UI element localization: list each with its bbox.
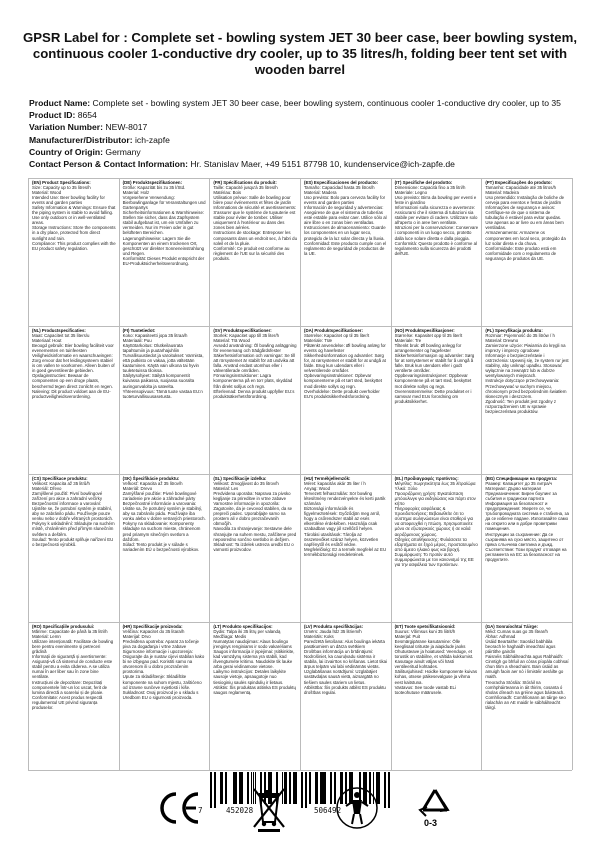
spec-line: Tervezett felhasználás: Sör bowling létesítmény rendezvényekre és kerti partik számára [304,491,386,507]
spec-line: Conformidad: Este producto cumple con el reglamento de seguridad de productos de la UE. [304,240,387,256]
spec-cell [391,178,482,318]
barcode-left-digits: 452028 [226,806,254,815]
grid-divider [28,622,572,623]
spec-cell [119,622,210,762]
spec-line: Pokyny k uskladnění: Skladujte na suchém místě, chráněném před přímým slunečním světlem a deštěm. [32,521,115,537]
spec-heading: (RO) Specificațiile produsului: [32,624,95,629]
grid-divider [572,178,573,770]
spec-line: Ohutusteave ja hoiatused: Veenduge, et torustik on stabiilne, et vältida kukkumist. Kasutage ainult väljas või hästi ventileeritud kohtades. [394,649,474,670]
spec-heading: (EL) Προδιαγραφές προϊόντος: [394,476,459,481]
spec-cell [391,326,482,466]
spec-line: Informații de siguranță și avertismente: Asigurați-vă că sistemul de conducte este stabil pentru a evita căderea. A se utiliza numai în aer liber sau în zone bine ventilate. [32,654,113,680]
spec-line: Säilytysohjeet: Säilytä komponentit kuivassa paikassa, suojassa suoralta auringonvalolta ja sateelta. [122,373,195,389]
spec-line: Materiale: Tre [394,338,422,344]
spec-line: Material: Trä Wood [213,338,250,344]
spec-line: Instructions de stockage: Entreposer les composants dans un endroit sec, à l'abri du soleil et de la pluie. [213,230,297,246]
spec-heading: (EN) Product Specifications: [32,180,91,185]
spec-heading: (DA) Produktspecifikationer: [304,328,363,333]
spec-cell [28,326,119,466]
info-row [29,109,589,121]
spec-line: Información de seguridad y advertencias: Asegúrese de que el sistema de tuberías esté estable para evitar caer. Utilice sólo al aire libre o en zonas bien ventiladas. [304,205,387,226]
spec-line: Säilitusjuhised: Hoidke komponente kuivas kohas, otsese päikesevalguse ja vihma eest kaitstuna. [394,669,477,685]
spec-line: Sukladnost: Ovaj proizvod je u skladu s Uredbom EU o sigurnosti proizvoda. [122,689,199,700]
spec-line: Informacje o bezpieczeństwie i ostrzeżenia: Upewnij się, że system rur jest stabilny, aby uniknąć upadku. Stosować wyłącznie na zewnątrz lub w dobrze wentylowanych miejscach. [485,353,569,379]
spec-heading: (LV) Produkta specifikācijas: [304,624,364,629]
spec-line: Turvallisuustiedot ja varoitukset: Varmista, että putkisto on vakaa, jotta vältetään kaatuminen. Käytä vain ulkona tai hyvin tuuletetuissa tiloissa. [122,353,204,374]
spec-line: Veľkosť: Kapacita až 35 litrov/h [122,481,183,487]
spec-line: Материал: Дърво материал [485,486,542,492]
spec-line: Material: Madera [304,190,337,196]
info-label: Product ID: [29,110,78,121]
spec-line: Materiál: Drevo [122,486,153,492]
spec-line: Méret: kapacitás akár 35 liter / h [304,481,366,487]
spec-line: Medžiaga: Medis [213,634,247,640]
spec-heading: (SV) Produktspecifikationer: [213,328,272,333]
spec-line: Drošības informācija un brīdinājumi: Nodrošiniet, ka cauruļvadu sistēma ir stabila, lai izvairītos no krišanas. Lietot tikai ārpus telpām vai labi vēdināmās vietās. [304,649,388,670]
spec-line: Ábhar: Adhmad [485,634,516,640]
info-label: Manufacturer/Distributor: [29,134,135,145]
spec-line: Opslaginstructies: Bewaar de componenten op een droge plaats, beschermd tegen direct zonlicht en regen. [32,373,113,389]
spec-line: Uso pretendido: Instalação de boliche de cerveja para eventos e festas de jardim [485,195,565,206]
spec-line: Sigurnosne informacije i upozorenja: Osigurajte da je sustav cijevi stabilan kako bi se izbjegao pad. Koristiti samo na otvorenom ili u dobro prozračenim prostorima. [122,649,205,675]
spec-line: Uzglabāšanas norādījumi: Uzglabājiet sastāvdaļas sausā vietā, aizsargātā no tiešiem saules stariem un lietus. [304,669,379,685]
spec-line: Predvidena uporaba: Naprava za pivsko kegljanje za prireditve in vrtne zabave [213,491,291,502]
spec-line: Avsedd användning: Öl bowling anläggning för evenemang och trädgårdsfester [213,343,297,354]
spec-line: Konformität: Dieses Produkt entspricht der EU-Produktsicherheitsverordnung. [122,255,205,266]
spec-cell [209,622,300,762]
barcode-right-digits: 506492 [314,806,342,815]
info-label: Contact Person & Contact Information: [29,159,191,170]
spec-line: Størrelse: Kapacitet op til 35 liter/t [304,333,370,339]
mobius-loop-icon [410,780,460,836]
spec-line: Zgodność: Ten produkt jest zgodny z rozporządzeniem UE w sprawie bezpieczeństwa produktów. [485,398,556,414]
spec-cell [209,326,300,466]
svg-text:0-3: 0-3 [424,818,438,828]
spec-cell [481,178,572,318]
spec-line: Bezpečnostné informácie a varovania: Uistite sa, že potrubný systém je stabilný, aby sa zabránilo pádu. Používajte iba vonku alebo v dobre vetraných priestoroch. [122,501,206,522]
spec-line: Predviđena upotreba: Aparat za točenje piva za događanja i vrtne zabave [122,639,199,650]
spec-line: Vorgesehene Verwendung: Bierbowlinganlage für Veranstaltungen und Gartenpartys [122,195,206,211]
spec-line: Naleving: Dit product voldoet aan de EU-productveiligheidsverordening. [32,388,111,399]
spec-line: Zamierzone użycie: Piwiarnia do kręgli na imprezy i imprezy ogrodowe [485,343,566,354]
spec-cell [28,622,119,762]
spec-line: Yhteensopivuus: Tämä tuote vastaa EU:n tuoteturvallisuusasetusta. [122,388,203,399]
spec-line: Conformidade: Este produto está em conformidade com o regulamento de segurança de produtos da UE. [485,245,557,261]
spec-line: Mărime: Capacitate de până la 35 litri/h [32,629,108,635]
spec-line: Material: Lemn [32,634,61,640]
spec-cell [391,474,482,614]
info-label: Country of Origin: [29,146,106,157]
spec-line: Tamanho: Capacidade até 35 litros/h [485,185,557,191]
spec-heading: (SL) Specifikacije izdelka: [213,476,267,481]
info-row [29,121,589,133]
info-value: 8654 [77,110,97,121]
spec-line: Velikost: Kapacita až 35 litrů/h [32,481,90,487]
spec-cell [119,178,210,318]
spec-line: Materjal: Puit [394,634,421,640]
spec-line: Tamaño: Capacidad hasta 35 litros/h [304,185,375,191]
spec-line: Lagerungshinweise: Lagern Sie die Komponenten an einem trockenen Ort, geschützt vor direkter Sonneneinstrahlung und Regen. [122,235,205,256]
spec-line: Materiał: Drewno [485,338,519,344]
spec-line: Conformità: Questo prodotto è conforme al regolamento sulla sicurezza dei prodotti dell'UE. [394,240,477,256]
spec-line: Navodila za shranjevanje: Sestavne dele shranjujte na suhem mestu, zaščitene pred neposredno sončno svetlobo in dežjem. [213,526,297,542]
spec-cell [391,622,482,762]
spec-line: Opbevaringsinstruktioner: Opbevar komponenterne på et tørt sted, beskyttet mod direkte sollys og regn. [304,373,382,389]
spec-line: Storlek: Kapacitet upp till 35 liter/h [213,333,280,339]
spec-line: Materijal: Drvo [122,634,151,640]
spec-line: Saugos informacija ir įspėjimai: Įsitikinkite, kad vamzdynų sistema yra stabili, kad išvengtumėte kritimo. Naudokite tik lauke arba gerai vėdinamose vietose. [213,649,295,670]
spec-heading: (CS) Specifikace produktu: [32,476,88,481]
spec-line: Upute za skladištenje: Skladištite komponente na suhom mjestu, zaštićeno od izravne sunčeve svjetlosti i kiše. [122,674,202,690]
info-value: Hr. Stanislav Maer, +49 5151 87798 10, kundenservice@ich-zapfe.de [190,159,455,170]
spec-line: Größe: Kapazität bis zu 35 l/Std. [122,185,186,191]
spec-line: Veiligheidsinformatie en waarschuwingen: Zorg ervoor dat het leidingsysteem stabiel is om vallen te voorkomen. Alleen buiten of in goed geventileerde gebieden. [32,353,115,374]
spec-line: Rozmiar: Pojemność do 35 litrów / h [485,333,555,339]
spec-line: Materiaal: Hout [32,338,62,344]
spec-line: Размер: Капацитет до 35 литра/ч [485,481,553,487]
spec-line: Sikkerhetsinformasjon og advarsler: Sørg for at rørsystemet er stabilt for å unngå å falle. Bruk kun utendørs eller i godt ventilerte områder. [394,353,475,374]
spec-line: Προοριζόμενη χρήση: Εγκατάσταση μπόουλινγκ για εκδηλώσεις και πάρτι στον κήπο [394,491,476,507]
spec-line: Varnostne informacije in opozorila: Zagotovite, da je cevovod stabilen, da se prepreči padec. Uporabljajte samo na prostem ali v dobro prezračevanih območjih. [213,501,293,527]
spec-line: Treoracha Stórála: Stóráil na comhpháirteanna in áit thirim, cosanta ó sholas díreach na gréine agus báisteach. [485,679,565,695]
spec-line: Súlad: Tento produkt je v súlade s nariadením EÚ o bezpečnosti výrobkov. [122,541,200,552]
spec-line: Úsáid Beartaithe: Saoráid babhlála beorach le haghaidh imeachtaí agus páirtithe gairdín [485,639,556,655]
spec-line: Utilisation prévue: Salle de bowling pour bière pour événements et fêtes de jardin [213,195,292,206]
spec-line: Käyttötarkoitus: Olutkeilausrata tapahtumiin ja puutarhajuhliin [122,343,183,354]
spec-cell [481,474,572,614]
grid-divider [28,326,572,327]
spec-line: Maat: Capaciteit tot 35 liters/u [32,333,90,339]
spec-line: Съответствие: Този продукт отговаря на регламента на ЕС за безопасност на продуктите. [485,546,567,562]
grid-divider [28,474,572,475]
spec-line: Soulad: Tento produkt splňuje nařízení EU o bezpečnosti výrobků. [32,536,114,547]
spec-line: Zamýšľané použitie: Pivné bowlingové zariadenie pre akcie a záhradné párty [122,491,197,502]
info-row [29,97,589,109]
info-value: Germany [105,146,141,157]
spec-line: Numatytas naudojimas: Alaus boulingo įrenginys renginiams ir sodo vakarėliams [213,639,292,650]
spec-line: Instrucciones de almacenamiento: Guarde los componentes en un lugar seco, protegido de la luz solar directa y la lluvia. [304,225,386,241]
spec-line: Safety Information & Warnings: Ensure that the piping system is stable to avoid falling. Use only outdoors or in well-ventilated areas. [32,205,116,226]
spec-line: Förvaringsinstruktioner: Lagra komponenterna på en torr plats, skyddad från direkt solljus och regn. [213,373,293,389]
spec-heading: (SK) Špecifikácie produktu: [122,476,180,481]
spec-cell [300,326,391,466]
spec-line: Atitiktis: Šis produktas atitinka ES produktų saugos reglamentą. [213,684,296,695]
weee-bin-icon [244,780,294,836]
spec-heading: (HU) Termékjellemzők: [304,476,351,481]
spec-line: Efterlevnad: Denna produkt uppfyller EU:s produktsäkerhetsförordning. [213,388,295,399]
spec-line: Предназначение: Бирен боулинг за събития и градински партита [485,491,557,502]
spec-line: Materiaali: Puu [122,338,152,344]
spec-line: Materiál: Dřevo [32,486,62,492]
spec-line: Oppbevaringsinstruksjoner: Oppbevar komponentene på et tørt sted, beskyttet mot direkte sollys og regn. [394,373,472,389]
spec-line: Material: Les [213,486,239,492]
spec-line: Faisnéis Sábháilteachta agus Rabhaidh: Cinntigh go bhfuil an córas píopála cobhsaí chun titim a sheachaint. Bain úsáid as amuigh faoin aer nó i limistéir aeráilte go maith. [485,654,569,680]
spec-cell [119,326,210,466]
product-info [29,97,589,170]
spec-cell [300,474,391,614]
spec-line: Atbilstība: Šis produkts atbilst ES produktu drošības regulai. [304,684,386,695]
spec-line: Bezpečnostní informace a varování: Ujistěte se, že potrubní systém je stabilní, aby se zabránilo pádu. Používejte pouze venku nebo v dobře větraných prostorách. [32,501,114,522]
spec-grid [28,178,572,770]
spec-line: Skladnost: Ta izdelek ustreza uredbi EU o varnosti proizvodov. [213,541,294,552]
ce-mark-icon [154,780,204,836]
spec-heading: (GA) Sonraíochtaí Táirge: [485,624,538,629]
info-row [29,146,589,158]
grid-divider [28,178,572,179]
spec-line: Συμμόρφωση: Το προϊόν αυτό συμμορφώνεται με τον κανονισμό της ΕΕ για την ασφάλεια των προϊόντων. [394,551,474,567]
spec-cell [28,178,119,318]
spec-heading: (PL) Specyfikacja produktu: [485,328,543,333]
spec-line: Overensstemmelse: Dette produktet er i samsvar med EUs forordning om produktsikkerhet. [394,388,472,404]
spec-line: Uso previsto: Bolo para cerveza facility for events and garden parties [304,195,386,206]
spec-line: Material: Holz [122,190,150,196]
spec-line: Materiale: Træ [304,338,333,344]
spec-line: Säkerhetsinformation och varningar: Se till att rörsystemet är stabilt för att undvika att falla. Använd endast utomhus eller i välventilerade områden. [213,353,295,374]
spec-heading: (BG) Спецификации на продукта: [485,476,558,481]
spec-cell [28,474,119,614]
spec-cell [209,474,300,614]
spec-line: Anyag: Wood [304,486,330,492]
spec-heading: (PT) Especificações do produto: [485,180,552,185]
spec-cell [300,622,391,762]
spec-heading: (NL) Productspecificaties: [32,328,86,333]
spec-line: Comhlíonadh: Comhlíonann an táirge seo rialachán an AE maidir le sábháilteacht táirgí. [485,694,566,710]
spec-line: Izmērs: Jauda līdz 35 litriem/h [304,629,362,635]
spec-cell [300,178,391,318]
spec-line: Οδηγίες αποθήκευσης: Φυλάσσετε τα εξαρτήματα σε ξηρό μέρος, προστατευμένο από άμεσο ηλιακό φως και βροχή. [394,536,478,552]
spec-heading: (FR) Spécifications du produit: [213,180,277,185]
info-value: NEW-8017 [105,122,148,133]
spec-heading: (NO) Produktspesifikasjoner: [394,328,455,333]
spec-line: Biztonsági információk és figyelmeztetések: Győződjön meg arról, hogy a csőrendszer stabil az esés elkerülése érdekében. Használja csak szabadban vagy jól szellőző helyen. [304,506,381,532]
spec-cell [481,326,572,466]
spec-line: Matériau: Bois [213,190,242,196]
compliance-icons [0,768,600,848]
spec-line: Size: Capacity up to 35 litres/h [32,185,91,191]
spec-line: Instrukcje dotyczące przechowywania: Przechowywać w suchym miejscu, chronionym przed bezpośrednim światłem słonecznym i deszczem. [485,378,567,399]
spec-line: Conformité: Ce produit est conforme au règlement de l'UE sur la sécurité des produits. [213,245,290,261]
spec-heading: (LT) Produkto specifikacijos: [213,624,273,629]
page-title: GPSR Label for : Complete set - bowling system JET 30 beer case, beer bowling system, continuous cooler 1-conductive dry cooler, up to 35 litres/h, folding beer tent set with wooden barrel [22,30,578,77]
spec-line: Vastavus: See toode vastab ELi tooteohutuse määrusele. [394,684,456,695]
spec-line: Instrucțiuni de depozitare: Depozitați componentele într-un loc uscat, ferit de lumina directă a soarelui și de ploaie. [32,679,108,695]
spec-line: Paredzētā lietošana: Alus boulinga iekārta pasākumiem un dārza svētkiem [304,639,385,650]
spec-line: Dydis: Talpa iki 35 litrų per valandą [213,629,281,635]
spec-heading: (FI) Tuotetiedot: [122,328,156,333]
spec-line: Informations de sécurité et avertissements: S'assurer que le système de tuyauterie est stable pour éviter de tomber. Utiliser uniquement à l'extérieur ou dans des zones bien aérées. [213,205,297,231]
spec-line: Veličina: Kapacitet do 35 litara/h [122,629,185,635]
info-label: Variation Number: [29,122,106,133]
spec-line: Zamýšlené použití: Pivní bowlingové zařízení pro akce a zahradní večírky [32,491,103,502]
spec-line: Material: Madeira [485,190,519,196]
spec-cell [119,474,210,614]
spec-line: Tiltenkt bruk: Øl bowling anlegg for arrangementer og hagefester [394,343,462,354]
spec-cell [209,178,300,318]
spec-line: Istruzioni per la conservazione: Conservare i componenti in un luogo secco, protetto dalla luce solare diretta e dalla pioggia. [394,225,479,241]
spec-line: Materiāls: Koks [304,634,334,640]
spec-line: Velikost: Zmogljivost do 35 litrov/h [213,481,279,487]
spec-line: Informazioni sulla sicurezza e avvertenze: Assicurarsi che il sistema di tubazioni sia stabile per evitare di cadere. Utilizzare solo all'aperto o in aree ben ventilate. [394,205,478,226]
recycling-triman-icon [332,780,382,836]
spec-line: Инструкции за съхранение: Да се съхранява на сухо място, защитено от пряка слънчева светлина и дъжд. [485,531,564,547]
spec-line: Laikymo instrukcijos: Detales laikykite sausoje vietoje, apsaugotoje nuo tiesioginių saulės spindulių ir lietaus. [213,669,286,685]
spec-line: Beoogd gebruik: Bier bowling faciliteit voor evenementen en tuinfeesten [32,343,114,354]
spec-cell [481,622,572,762]
info-row [29,134,589,146]
info-value: Complete set - bowling system JET 30 beer case, beer bowling system, continuous cooler 1-conductive dry cooler, up to 35 [92,98,561,108]
spec-heading: (HR) Specifikacije proizvoda: [122,624,183,629]
spec-line: Dimensione: Capacità fino a 35 litri/h [394,185,466,191]
spec-line: Størrelse: Kapasitet opp til 35 liter/t [394,333,463,339]
barcode-lead-digit: 7 [198,806,203,815]
spec-line: Intended Use: Beer bowling facility for events and garden parties [32,195,105,206]
spec-line: Πληροφορίες ασφάλειας & προειδοποιήσεις: Βεβαιωθείτε ότι το σύστημα σωληνώσεων είναι σταθερό για να αποφευχθεί η πτώση. Χρησιμοποιείτε μόνο σε εξωτερικούς χώρους ή σε καλά αεριζόμενους χώρους. [394,506,473,537]
spec-line: Koko: Kapasiteetti jopa 35 litraa/h [122,333,188,339]
spec-line: Compliance: This product complies with the EU product safety regulation. [32,240,116,251]
spec-line: Conformitate: Acest produs respectă regulamentul UE privind siguranța produselor. [32,694,103,710]
spec-heading: (DE) Produktspezifikationen: [122,180,183,185]
spec-line: Påtænkt anvendelse: Øl bowling anlæg for events og havefester [304,343,386,354]
spec-line: Informações de segurança e avisos: Certifique-se de que o sistema de tubulação é estável para evitar quedas. Use apenas ao ar livre ou em áreas bem ventiladas. [485,205,564,231]
spec-line: Υλικό: Ξύλο [394,486,418,492]
spec-line: Информация за безопасност и предупреждения: Уверете се, че тръбопроводната система е стабилна, за да се избегне падане. Използвайте само на открито или в добре проветриви помещения. [485,501,569,532]
spec-heading: (IT) Specifiche del prodotto: [394,180,453,185]
spec-line: Armazenamento: Armazene os componentes em local seco, protegido da luz solar direta e da chuva. [485,230,566,246]
spec-line: Material: Wood [32,190,62,196]
spec-line: Taille: Capacité jusqu'à 35 litres/h [213,185,278,191]
spec-line: Materiale: Legno [394,190,428,196]
spec-heading: (ET) Toote spetsifikatsioonid: [394,624,456,629]
info-label: Product Name: [29,98,93,108]
spec-line: Suurus: Võimsus kuni 35 liitrit/h [394,629,456,635]
spec-line: Eesmärgipärane kasutamine: Õlle keeglisaal ürituste ja aiapidude jaoks [394,639,466,650]
spec-line: Μέγεθος: Χωρητικότητα έως 35 λίτρα/ώρα [394,481,476,487]
spec-line: Overholdelse: Dette produkt overholder EU's produktsikkerhedsforordning. [304,388,380,399]
spec-line: Megfelelőség: Ez a termék megfelel az EU termékbiztonsági rendeletének. [304,546,387,557]
spec-line: Tárolási utasítások: Tárolja az összetevőket száraz helyen, közvetlen napfénytől és esőtől védve. [304,531,379,547]
spec-line: Pokyny na skladovanie: Komponenty skladujte na suchom mieste, chránenom pred priamym slnečným svetlom a dažďom. [122,521,201,542]
spec-line: Méid: Cumas suas go 35 lítear/h [485,629,548,635]
spec-line: Sicherheitsinformationen & Warnhinweise: Stellen Sie sicher, dass das Zapfsystem stabil aufgebaut ist, um ein Umfallen zu vermeiden. Nur im Freien oder in gut belüfteten Bereichen. [122,210,205,236]
info-value: ich-zapfe [135,134,170,145]
spec-line: Utilizare intenționată: Facilitate de bowling bere pentru evenimente și petreceri grădină [32,639,114,655]
spec-line: Sikkerhedsinformation og advarsler: Sørg for, at rørsystemet er stabilt for at undgå at falde. Brug kun udendørs eller i velventilerede områder. [304,353,386,374]
info-row [29,158,589,170]
spec-line: Storage Instructions: Store the components in a dry place, protected from direct sunlight and rain. [32,225,116,241]
spec-line: Uso previsto: Birra da bowling per eventi e feste in giardino [394,195,477,206]
spec-heading: (ES) Especificaciones del producto: [304,180,379,185]
